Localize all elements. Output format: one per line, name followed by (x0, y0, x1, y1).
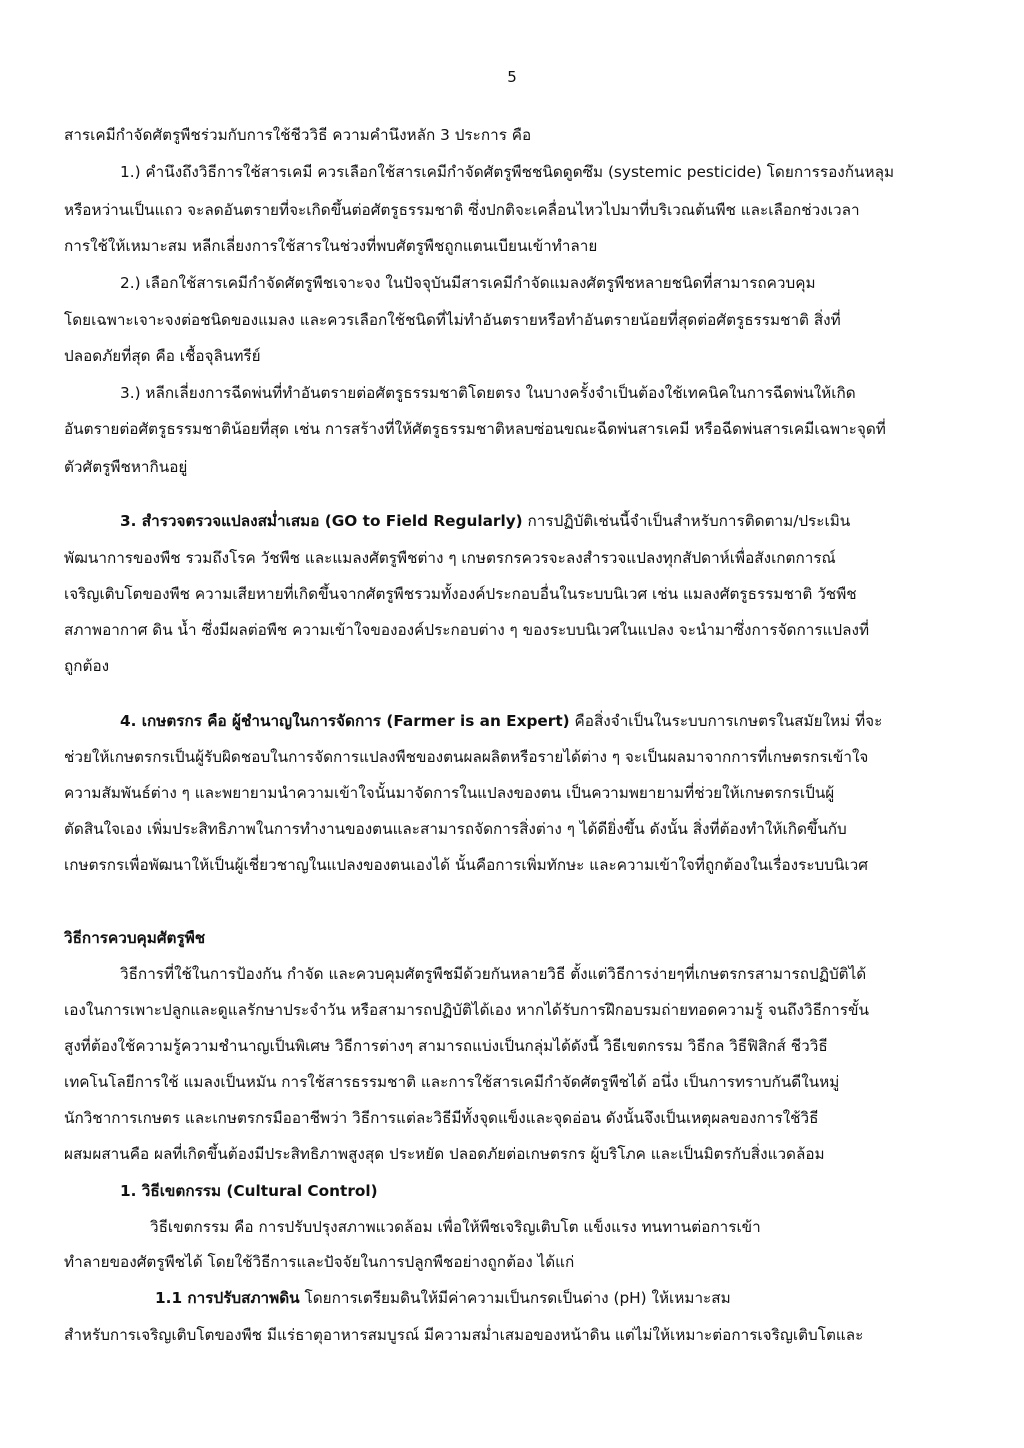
subsection-heading: 1. วิธีเขตกรรม (Cultural Control) (120, 1182, 378, 1200)
subsection-1-1-heading: 1.1 การปรับสภาพดิน (155, 1289, 300, 1307)
text-line: สารเคมีกำจัดศัตรูพืชร่วมกับการใช้ชีววิธี ความคำนึงหลัก 3 ประการ คือ (64, 126, 532, 144)
section-3-lead: การปฏิบัติเช่นนี้จำเป็นสำหรับการติดตาม/ประเมิน (522, 512, 851, 530)
text-line: เกษตรกรเพื่อพัฒนาให้เป็นผู้เชี่ยวชาญในแปลงของตนเองได้ นั้นคือการเพิ่มทักษะ และความเข้าใจที่ถูกต้องในเรื่องระบบนิเวศ (64, 856, 868, 874)
text-line: การใช้ให้เหมาะสม หลีกเลี่ยงการใช้สารในช่วงที่พบศัตรูพืชถูกแตนเบียนเข้าทำลาย (64, 237, 598, 255)
text-line: เจริญเติบโตของพืช ความเสียหายที่เกิดขึ้นจากศัตรูพืชรวมทั้งองค์ประกอบอื่นในระบบนิเวศ เช่น แมลงศัตรูธรรมชาติ วัชพืช (64, 585, 857, 603)
text-line: ปลอดภัยที่สุด คือ เชื้อจุลินทรีย์ (64, 347, 261, 365)
text-line: พัฒนาการของพืช รวมถึงโรค วัชพืช และแมลงศัตรูพืชต่าง ๆ เกษตรกรควรจะลงสำรวจแปลงทุกสัปดาห์เพื่อสังเกตการณ์ (64, 549, 836, 567)
list-item-2: 2.) เลือกใช้สารเคมีกำจัดศัตรูพืชเจาะจง ในปัจจุบันมีสารเคมีกำจัดแมลงศัตรูพืชหลายชนิดที่สามารถควบคุม (120, 274, 816, 292)
text-line: นักวิชาการเกษตร และเกษตรกรมืออาชีพว่า วิธีการแต่ละวิธีมีทั้งจุดแข็งและจุดอ่อน ดังนั้นจึงเป็นเหตุผลของการใช้วิธี (64, 1109, 819, 1127)
section-3-heading: 3. สำรวจตรวจแปลงสม่ำเสมอ (GO to Field Regularly) (120, 512, 523, 530)
text-line: ตัวศัตรูพืชหากินอยู่ (64, 458, 188, 476)
text-line: วิธีการที่ใช้ในการป้องกัน กำจัด และควบคุมศัตรูพืชมีด้วยกันหลายวิธี ตั้งแต่วิธีการง่ายๆที่เกษตรกรสามารถปฏิบัติได้ (120, 965, 867, 983)
text-line: ตัดสินใจเอง เพิ่มประสิทธิภาพในการทำงานของตนและสามารถจัดการสิ่งต่าง ๆ ได้ดียิ่งขึ้น ดังนั้น สิ่งที่ต้องทำให้เกิดขึ้นกับ (64, 820, 847, 838)
subsection-paragraph (155, 1287, 731, 1309)
text-line: ความสัมพันธ์ต่าง ๆ และพยายามนำความเข้าใจนั้นมาจัดการในแปลงของตน เป็นความพยายามที่ช่วยให้เกษตรกรเป็นผู้ (64, 784, 835, 802)
section-3-paragraph (120, 510, 850, 532)
list-item-1: 1.) คำนึงถึงวิธีการใช้สารเคมี ควรเลือกใช้สารเคมีกำจัดศัตรูพืชชนิดดูดซึม (systemic pesticide) โดยการรองก้นหลุม (120, 163, 895, 181)
text-line: เองในการเพาะปลูกและดูแลรักษาประจำวัน หรือสามารถปฏิบัติได้เอง หากได้รับการฝึกอบรมถ่ายทอดความรู้ จนถึงวิธีการขั้น (64, 1001, 869, 1019)
section-4-lead: คือสิ่งจำเป็นในระบบการเกษตรในสมัยใหม่ ที่จะ (569, 712, 883, 730)
text-line: สภาพอากาศ ดิน น้ำ ซึ่งมีผลต่อพืช ความเข้าใจขององค์ประกอบต่าง ๆ ของระบบนิเวศในแปลง จะนำมาซึ่งการจัดการแปลงที่ (64, 621, 870, 639)
text-line: ช่วยให้เกษตรกรเป็นผู้รับผิดชอบในการจัดการแปลงพืชของตนผลผลิตหรือรายได้ต่าง ๆ จะเป็นผลมาจากการที่เกษตรกรเข้าใจ (64, 748, 869, 766)
section-heading: วิธีการควบคุมศัตรูพืช (64, 929, 206, 947)
section-4-paragraph (120, 710, 882, 732)
text-line: อันตรายต่อศัตรูธรรมชาติน้อยที่สุด เช่น การสร้างที่ให้ศัตรูธรรมชาติหลบซ่อนขณะฉีดพ่นสารเคมี หรือฉีดพ่นสารเคมีเฉพาะจุดที่ (64, 420, 886, 438)
text-line: ถูกต้อง (64, 657, 110, 675)
text-line: สำหรับการเจริญเติบโตของพืช มีแร่ธาตุอาหารสมบูรณ์ มีความสม่ำเสมอของหน้าดิน แต่ไม่ให้เหมาะต่อการเจริญเติบโตและ (64, 1326, 864, 1344)
text-line: หรือหว่านเป็นแถว จะลดอันตรายที่จะเกิดขึ้นต่อศัตรูธรรมชาติ ซึ่งปกติจะเคลื่อนไหวไปมาที่บริเวณต้นพืช และเลือกช่วงเวลา (64, 201, 860, 219)
text-line: ผสมผสานคือ ผลที่เกิดขึ้นต้องมีประสิทธิภาพสูงสุด ประหยัด ปลอดภัยต่อเกษตรกร ผู้บริโภค และเป็นมิตรกับสิ่งแวดล้อม (64, 1145, 825, 1163)
list-item-3: 3.) หลีกเลี่ยงการฉีดพ่นที่ทำอันตรายต่อศัตรูธรรมชาติโดยตรง ในบางครั้งจำเป็นต้องใช้เทคนิคในการฉีดพ่นให้เกิด (120, 384, 856, 402)
text-line: วิธีเขตกรรม คือ การปรับปรุงสภาพแวดล้อม เพื่อให้พืชเจริญเติบโต แข็งแรง ทนทานต่อการเข้า (150, 1218, 761, 1236)
page-number: 5 (507, 68, 517, 86)
text-line: เทคโนโลยีการใช้ แมลงเป็นหมัน การใช้สารธรรมชาติ และการใช้สารเคมีกำจัดศัตรูพืชได้ อนึ่ง เป็นการทราบกันดีในหมู่ (64, 1073, 840, 1091)
text-line: ทำลายของศัตรูพืชได้ โดยใช้วิธีการและปัจจัยในการปลูกพืชอย่างถูกต้อง ได้แก่ (64, 1253, 575, 1271)
text-line: สูงที่ต้องใช้ความรู้ความชำนาญเป็นพิเศษ วิธีการต่างๆ สามารถแบ่งเป็นกลุ่มได้ดังนี้ วิธีเขตกรรม วิธีกล วิธีฟิสิกส์ ชีววิธี (64, 1037, 828, 1055)
text-line: โดยเฉพาะเจาะจงต่อชนิดของแมลง และควรเลือกใช้ชนิดที่ไม่ทำอันตรายหรือทำอันตรายน้อยที่สุดต่อศัตรูธรรมชาติ สิ่งที่ (64, 311, 841, 329)
section-4-heading: 4. เกษตรกร คือ ผู้ชำนาญในการจัดการ (Farmer is an Expert) (120, 712, 570, 730)
subsection-1-1-lead: โดยการเตรียมดินให้มีค่าความเป็นกรดเป็นด่าง (pH) ให้เหมาะสม (299, 1289, 731, 1307)
